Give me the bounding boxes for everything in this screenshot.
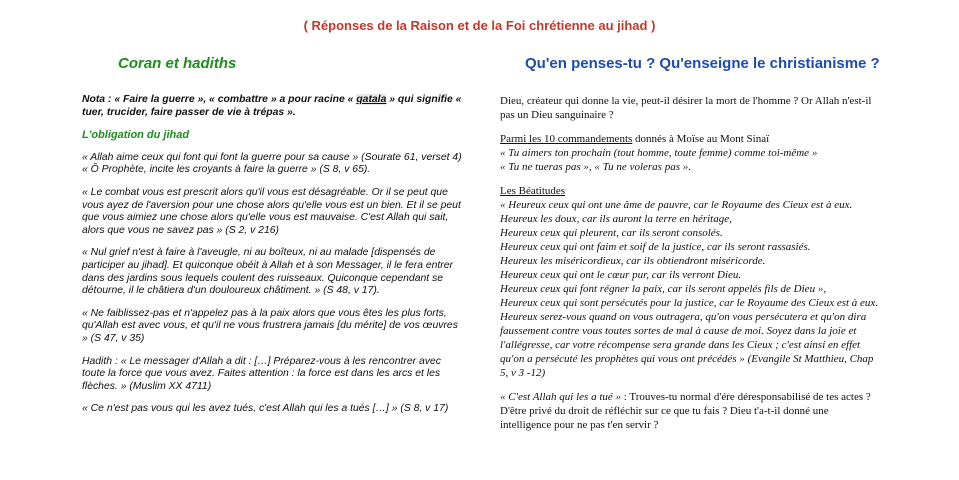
beatitude-line: [500, 310, 882, 380]
commandments-title: Parmi les 10 commandements: [500, 133, 633, 145]
left-column: [82, 94, 462, 426]
beatitudes-reference: (Evangile St Matthieu, Chap 5, v 3 -12): [500, 353, 874, 379]
commandments-rest: donnés à Moïse au Mont Sinaï: [632, 133, 770, 145]
quran-quote: « Ne faiblissez-pas et n'appelez pas à la paix alors que vous êtes les plus forts, qu'Allah est avec vous, et qu'il ne vous frustrera jamais [du mérite] de vos œuvres » (S 47, v 35): [82, 307, 458, 344]
quran-quote: « Le combat vous est prescrit alors qu'il vous est désagréable. Or il se peut que vous ayez de l'aversion pour une chose alors qu'elle vous est un bien. Et il se peut que vous aimiez une chose alors qu'elle vous est mauvaise. C'est Allah qui sait, alors que vous ne savez pas » (S 2, v 216): [82, 186, 461, 236]
beatitude-line: Heureux ceux qui ont le cœur pur, car ils verront Dieu.: [500, 269, 742, 281]
commandment-quote: « Tu aimers ton prochain (tout homme, toute femme) comme toi-même »: [500, 147, 818, 159]
beatitude-line: Heureux les miséricordieux, car ils obtiendront miséricorde.: [500, 255, 766, 267]
quran-quote: « Allah aime ceux qui font qui font la guerre pour sa cause » (Sourate 61, verset 4) « Ô Prophète, incite les croyants à faire la guerre » (S 8, v 65).: [82, 151, 462, 176]
beatitude-line: « Heureux ceux qui ont une âme de pauvre, car le Royaume des Cieux est à eux.: [500, 199, 853, 211]
beatitude-line: Heureux ceux qui sont persécutés pour la justice, car le Royaume des Cieux est à eux.: [500, 297, 879, 309]
quran-quote: « Ce n'est pas vous qui les avez tués, c'est Allah qui les a tués […] » (S 8, v 17): [82, 403, 449, 415]
beatitudes-block: [500, 184, 882, 380]
jihad-section-title: L'obligation du jihad: [82, 129, 190, 142]
right-column: [500, 94, 882, 442]
beatitude-line: Heureux ceux qui ont faim et soif de la justice, car ils seront rassasiés.: [500, 241, 811, 253]
beatitude-line: Heureux ceux qui font régner la paix, car ils seront appelés fils de Dieu »,: [500, 283, 827, 295]
beatitude-line: Heureux les doux, car ils auront la terre en héritage,: [500, 213, 732, 225]
beatitude-line: Heureux ceux qui pleurent, car ils seront consolés.: [500, 227, 723, 239]
right-column-heading: Qu'en penses-tu ? Qu'enseigne le christianisme ?: [525, 55, 880, 72]
nota-root-word: qatala: [356, 94, 387, 105]
intro-paragraph: Dieu, créateur qui donne la vie, peut-il désirer la mort de l'homme ? Or Allah n'est-il pas un Dieu sanguinaire ?: [500, 95, 872, 121]
nota-paragraph: [82, 94, 462, 119]
closing-quote: « C'est Allah qui les a tué »: [500, 391, 622, 403]
closing-rest: : Trouves-tu normal d'ére déresponsabilisé de tes actes ? D'être privé du droit de réfléchir sur ce que tu fais ? Dieu t'a-t-il donné une intelligence pour ne pas t'en servir ?: [500, 391, 871, 431]
nota-suffix: » qui signifie « tuer, trucider, faire passer de vie à trépas ».: [82, 94, 462, 118]
beatitudes-title: Les Béatitudes: [500, 185, 566, 197]
left-column-heading: Coran et hadiths: [118, 55, 237, 72]
commandments-block: [500, 132, 882, 174]
commandment-quote: « Tu ne tueras pas », « Tu ne voleras pas ».: [500, 161, 691, 173]
closing-paragraph: [500, 390, 882, 432]
beatitude-last: Heureux serez-vous quand on vous outragera, qu'on vous persécutera et qu'on dira faussement contre vous toutes sortes de mal à cause de moi. Soyez dans la joie et l'allégresse, car votre récompense sera grande dans les Cieux ; c'est ainsi en effet qu'on a persécuté les prophètes qui vous ont précédés »: [500, 311, 867, 365]
hadith-quote: Hadith : « Le messager d'Allah a dit : […] Préparez-vous à les rencontrer avec toute la force que vous avez. Faites attention : la force est dans les arcs et les flèches. » (Muslim XX 4711): [82, 355, 441, 392]
cropped-title-strip: [0, 0, 959, 6]
quran-quote: « Nul grief n'est à faire à l'aveugle, ni au boîteux, ni au malade [dispensés de participer au jihad]. Et quiconque obéit à Allah et à son Messager, il le fera entrer dans des jardins sous lequels coulent des ruisseaux. Quiconque cependant se détourne, il le châtiera d'un douloureux châtiment. » (S 48, v 17).: [82, 247, 454, 297]
document-subtitle: ( Réponses de la Raison et de la Foi chrétienne au jihad ): [303, 18, 656, 33]
nota-prefix: Nota : « Faire la guerre », « combattre » a pour racine «: [82, 94, 354, 105]
